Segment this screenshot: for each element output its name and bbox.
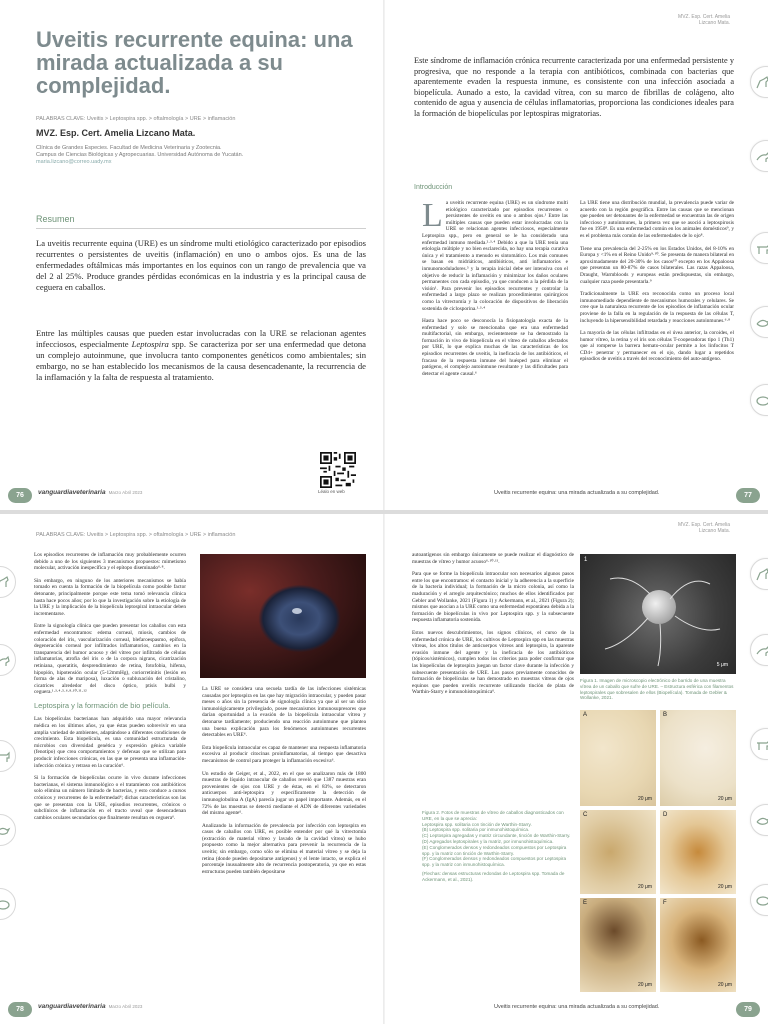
affiliation-line: Campus de Ciencias Biológicas y Agropecuarias. Universidad Autónoma de Yucatán. (36, 152, 244, 158)
section-tab-bird[interactable] (0, 814, 16, 846)
eye-reflection (292, 608, 302, 614)
paragraph: Las biopelículas bacterianas han adquirido una mayor relevancia médica en los últimos años, ya que éstas pueden sobrevivir en una amplia variedad de ambientes, adaptándose a diferentes condiciones de crecimiento. Esta biopelícula, es una comunidad estructurada de microbios con diversidad genética y expresión génica variable (fenotipo) que crea comportamientos y defensas que se utilizan para producir infecciones crónicas, en las que se presenta una inflamación-infección crónica y retraso en la curación⁶. (34, 716, 186, 769)
affiliation-line: Clínica de Grandes Especies. Facultad de Medicina Veterinaria y Zootecnia. (36, 145, 222, 151)
section-tab-horse[interactable] (0, 566, 16, 598)
paragraph: La URE se considera una secuela tardía de las infecciones sistémicas causadas por leptospira en las que hay migración intraocular, y pueden pasar meses o años sin la presencia de signología clínica ya que al ser un sitio inmunológicamente privilegiado, posee mecanismos inmunosupresores que darían oportunidad a la evasión de la biopelícula intraocular vítrea y detonarse tardíamente; produciendo una reacción autoinmune que plantea una buena explicación para los fenómenos autoinmunes recurrentes detectables en URE⁶. (202, 686, 366, 739)
text: spp. Se caracteriza por ser una enfermedad que detona un complejo autoinmune, que involucra tanto componentes genéticos como ambientales; sin embargo, no se han establecido los mecanismos de la causa desencadenante, la recurrencia de la inflamación y la falta de respuesta al tratamiento. (36, 339, 366, 382)
bird-icon (0, 824, 11, 838)
footer-left (38, 1003, 142, 1010)
footer-right: Uveitis recurrente equina: una mirada actualizada a su complejidad. (494, 490, 660, 496)
section-tab-cow[interactable] (0, 740, 16, 772)
caption-line: Leptospira spp. solitaria con tinción de Warthin-Starry. (422, 821, 532, 827)
section-tab-cow[interactable] (750, 728, 768, 760)
qr-label: Léalo en web (318, 489, 345, 494)
corner-line: Lizcano Mata. (698, 528, 730, 534)
caption-line: (B) Leptospira spp. solitaria por inmunohistoquímica. (422, 827, 530, 833)
resumen-paragraph: La uveitis recurrente equina (URE) es un síndrome multi etiológico caracterizado por episodios recurrentes o persistentes de uveitis (inflamación) en uno o ambos ojos. Es una de las enfermedades oftálmicas más importantes en los equinos con un rango de prevalencia que va del 2 al 25%. Produce grandes pérdidas económicas en la industria y es la principal causa de ceguera en caballos. (36, 238, 366, 292)
section-tab-horse[interactable] (750, 66, 768, 98)
figure-1-sem-image (580, 554, 736, 674)
section-tab-bird[interactable] (750, 306, 768, 338)
figure-2-panel-d (660, 810, 736, 894)
author-name: MVZ. Esp. Cert. Amelia Lizcano Mata. (36, 128, 196, 138)
page-number-badge: 76 (8, 488, 32, 503)
page-number-badge: 77 (736, 488, 760, 503)
section-tab-pig[interactable] (750, 384, 768, 416)
leptospira-filaments (580, 554, 736, 674)
resumen-paragraph (36, 328, 366, 383)
section-tab-bird[interactable] (750, 804, 768, 836)
caption-line: Figura 2. Fotos de muestras de vítreo de caballos diagnosticados con URE, en la que se aprecia: (422, 810, 564, 821)
section-tab-dog[interactable] (750, 140, 768, 172)
figure-1-caption: Figura 1. Imagen de microscopio electrónico de barrido de una muestra vítrea de un caballo que sufre de URE. – Estructura esférica con filamentos leptospirales que sobresalen de ellos (Biopelícula). Tomada de Gebler & Wollanke, 2021. (580, 678, 734, 701)
scale-bar-label: 20 μm (638, 796, 652, 802)
paragraph: Esta biopelícula intraocular es capaz de mantener una respuesta inflamatoria excesiva al producir citocinas proinflamatorias, al tiempo que desactiva mecanismos de control para proteger la inflamación excesiva⁶. (202, 744, 366, 764)
horse-icon (755, 76, 768, 90)
dog-icon (755, 644, 768, 658)
pig-icon (755, 394, 768, 408)
scale-bar-label: 20 μm (718, 982, 732, 988)
paragraph: La URE tiene una distribución mundial, la prevalencia puede variar de acuerdo con la región geográfica. Entre las causas que se mencionan que pueden ser detonantes de la enfermedad se encuentran las de origen infeccioso y autoinmunes, la primera vez que se asoció a leptospirosis fue en 1950⁸. Es una enfermedad común en los animales domésticos⁹, y es el problema más común de las enfermedades de lo ojo⁸. (580, 200, 734, 239)
page-number-badge: 78 (8, 1002, 32, 1017)
pig-icon (755, 894, 768, 908)
section-tab-pig[interactable] (0, 888, 16, 920)
panel-label: A (583, 712, 588, 718)
figure-2-panel-c (580, 810, 656, 894)
paragraph: Tradicionalmente la URE era reconocida como un proceso local inmunomediado dependiente de mecanismos humorales y celulares. Se cree que la naturaleza recurrente de los episodios de inflamación ocular proviene de la falla en la regulación de la respuesta de las células T, incluyendo la hipersensibilidad retardada y reacciones autoinmunes.⁶·⁸ (580, 291, 734, 324)
figure-2-caption (422, 810, 572, 883)
scale-bar-label: 20 μm (718, 796, 732, 802)
paragraph: Un estudio de Geiger, et al., 2022, en el que se analizaron más de 1800 muestras de líquido intraocular de caballos reveló que 1387 muestras eran provenientes de ojos con URE y de éstas, en el 83%, se detectaron anticuerpos anti-leptospira y específicamente la detección de inmunoglobulina A (IgA) parecía jugar un papel importante. Además, en el 72% de las muestras se detectó mediante el ADN de diferentes variedades del mismo agente⁶. (202, 770, 366, 817)
footer-right: Uveitis recurrente equina: una mirada actualizada a su complejidad. (494, 1004, 660, 1010)
keywords: PALABRAS CLAVE: Uveitis > Leptospira spp. > oftalmología > URE > inflamación (36, 116, 236, 122)
intro-lead: Este síndrome de inflamación crónica recurrente caracterizada por una enfermedad persistente y progresiva, que no responde a la terapia con antibióticos, combinada con bacterias que aparentemente evaden la respuesta inmune, es consistente con una infección asociada a biopelícula. Aunado a esto, la cavidad vítrea, con su marco de fibrillas de colágeno, alto contenido de agua y ausencia de células inflamatorias, proporciona las condiciones ideales para la formación de biopelículas por leptospiras migratorias. (414, 56, 734, 118)
spread-pages-76-77 (0, 0, 768, 510)
divider (36, 228, 366, 229)
section-tab-dog[interactable] (750, 634, 768, 666)
dog-icon (0, 654, 11, 668)
paragraph: Entre la signología clínica que pueden presentar los caballos con esta enfermedad encontramos: edema corneal, miosis, cambios de coloración del iris, vascularización corneal, blefaroespasmo, epífora, degeneración corneal por infiltrados inflamatorios, cambios en la transparencia del humor acuoso y del vítreo por infiltrado de células inflamatorias, atrofia del iris o de la corpora nigrans, cicatrización retiniana, queratitis, desprendimiento de retina, fotofobia, hifema, hipopión, hipotensión ocular (5-12mmHg), coriorretinitis (lesión en forma de alas de mariposa), luxación o subluxación del cristalino, cicatrices alrededor del disco óptico, ptisis bulbi y ceguera.¹·³·⁴·⁵·⁶·⁸·¹⁰·¹¹·¹² (34, 623, 186, 696)
footer-left (38, 489, 142, 496)
keywords: PALABRAS CLAVE: Uveitis > Leptospira spp. > oftalmología > URE > inflamación (36, 532, 236, 538)
paragraph: Sin embargo, en ninguno de los anteriores mecanismos se había tomado en cuenta la formación de la biopelícula como posible factor detonante, principalmente porque este tema tomó relevancia clínica hasta hace pocos años; por lo que la investigación sobre la etiología de la URE y la implicación de la biopelícula leptospiral intraocular deben incrementarse. (34, 577, 186, 617)
section-tab-dog[interactable] (0, 644, 16, 676)
caption-line: (E) Conglomerados densos y redondeados compuestos por Leptospira spp. y la matriz con tinción de Warthin-Starry. (422, 844, 567, 856)
paragraph: Estos nuevos descubrimientos, los signos clínicos, el curso de la enfermedad crónica de URE, los cultivos de Leptospira spp en las muestras vítreas, los altos títulos de anticuerpos vítreos anti leptospira, la aparente evasión inmune del agente y la ineficacia de los antibióticos (tópicos/sistémicos), cumplen todos los criterios para poder confirmar que las biopelículas de leptospira juegan un factor clave durante la infección y subsecuente presentación de URE. Los pasos previamente conocidos de formación de biopelículas se han demostrado en muestras vítreas de ojos equinos que pueden uveítis recurrente utilizando tinción de plata de Warthin-Starry e inmunohistoquímica⁶. (412, 629, 574, 696)
horse-icon (755, 568, 768, 582)
resumen-heading: Resumen (36, 214, 75, 224)
text-column (580, 200, 734, 369)
paragraph: Hasta hace poco se desconocía la fisiopatología exacta de la enfermedad y solo se mencionaba que era una enfermedad multifactorial, sin embargo, recientemente se ha demostrado la formación in vivo de biopelícula en el vítreo de caballos afectados por URE, lo que explica muchas de las características de los episodios recurrentes de uveitis, la ineficacia de los antibióticos, el fracaso de la respuesta inmune del huésped para eliminar el patógeno, el complejo autoinmune resultante y las dificultades para detectar el agente causal.⁶ (422, 318, 568, 377)
pig-icon (0, 898, 11, 912)
paragraph: autoantígenos sin embargo únicamente se puede realizar el diagnóstico de muestras de vítreo y humor acuoso⁶·¹⁰·¹¹. (412, 552, 574, 565)
corner-line: MVZ. Esp. Cert. Amelia (678, 14, 730, 20)
issue-date: Marzo Abril 2023 (108, 1004, 143, 1009)
paragraph (422, 197, 568, 312)
scale-bar-label: 20 μm (638, 884, 652, 890)
caption-line: (D) Agregados leptospirales y la matriz, por inmunohistoquímica. (422, 838, 554, 844)
panel-label: F (663, 900, 667, 906)
italic-text: Leptospira (131, 339, 169, 349)
text-column (202, 686, 366, 881)
figure-2-panel-f (660, 898, 736, 992)
cow-icon (755, 738, 768, 752)
page-fold (383, 0, 385, 510)
figure-2-panel-b (660, 710, 736, 806)
affiliation (36, 145, 366, 166)
scale-bar-label: 20 μm (718, 884, 732, 890)
caption-line: (F) Conglomerados densos y redondeados compuestos por Leptospira spp. y la matriz con inmunohistoquímica. (422, 856, 567, 868)
lepto-heading: Leptospira y la formación de bio película. (34, 700, 171, 710)
author-corner (678, 14, 730, 26)
text-column (34, 552, 186, 827)
text-column (422, 197, 568, 383)
scale-bar-label: 20 μm (638, 982, 652, 988)
section-tab-cow[interactable] (750, 232, 768, 264)
paragraph: Los episodios recurrentes de inflamación muy probablemente ocurren debido a uno de los siguientes 3 mecanismos propuestos: mimetismo molecular, activación inespecífica y el epítopo diseminado⁶·⁸. (34, 552, 186, 572)
drop-cap: L (422, 197, 443, 234)
panel-label: D (663, 812, 668, 818)
panel-label: E (583, 900, 588, 906)
caption-line: (C) Leptospira agregadas y matriz circundante, tinción de Warthin-Starry. (422, 833, 571, 839)
figure-2-panel-a (580, 710, 656, 806)
paragraph: La mayoría de las células infiltradas en el úvea anterior, la coroides, el humor vítreo, la retina y el iris son células T-cooperadoras tipo 1 (Th1) que al romperse la barrera hemato-ocular permite a los linfocitos T CD4+ penetrar y permanecer en el ojo, dando lugar a repetidos episodios de uveitis a través del reconocimiento del auto-antígeno. (580, 330, 734, 363)
qr-code[interactable] (320, 452, 356, 488)
corner-line: Lizcano Mata. (698, 20, 730, 26)
page-number-badge: 79 (736, 1002, 760, 1017)
intro-heading: Introducción (414, 184, 453, 191)
paragraph: Analizando la información de prevalencia por infección con leptospira en casos de caballos con URE, es posible entender por qué la vitrectomía (extracción de material vítreo y lavado de la cavidad vítrea) se hubo propuesto como la mejor alternativa para prevenir la recurrencia de la uveitis; sin embargo, como sólo se elimina el material vítreo y se deja la retina (donde pueden depositarse antígenos) y el lente intacto, se explica el porcentaje inusualmente alto de recurrencia postoperatoria, ya que en estas estructuras pueden también depositarse (202, 822, 366, 875)
paragraph: Para que se forme la biopelícula intraocular son necesarios algunos pasos entre los que encontramos: el contacto inicial y la adherencia a la superficie de la bacteria individual; la formación de la micro colonia, así como la maduración y el arreglo arquitectónico; muchos de ellos identificados por Gebler and Wollanke, 2021 (Figura 1) y Ackermann, et al., 2021 (Figura 2); mismos que asocian a la URE como una enfermedad espontánea debida a la formación de biopelículas in vivo por Leptospira spp. y la subsecuente respuesta inflamatoria sostenida. (412, 571, 574, 624)
section-tab-pig[interactable] (750, 884, 768, 916)
brand-name: vanguardiaveterinaria (38, 1003, 106, 1010)
paragraph: Si la formación de biopelículas ocurre in vivo durante infecciones bacterianas, el sistema inmunológico o el tratamiento con antibióticos solo elimina un número limitado de bacterias, y esto conduce a cursos crónicos y recurrentes de la enfermedad⁶; dichas características son las que se presentan con la URE, episodios recurrentes, crónicos o subclínicos de inflamación en el tracto uveal que desencadenan cambios oculares secundarios que finalmente resultan en ceguera⁶. (34, 775, 186, 821)
eye-photo (200, 554, 366, 678)
page-fold (383, 514, 385, 1024)
panel-label: 1 (584, 557, 588, 563)
panel-label: B (663, 712, 668, 718)
author-email[interactable]: maria.lizcano@correo.uady.mx (36, 159, 112, 165)
cow-icon (755, 242, 768, 256)
panel-label: C (583, 812, 588, 818)
spread-pages-78-79 (0, 514, 768, 1024)
brand-name: vanguardiaveterinaria (38, 489, 106, 496)
corner-line: MVZ. Esp. Cert. Amelia (678, 522, 730, 528)
paragraph-text: a uveitis recurrente equina (URE) es un síndrome multi etiológico caracterizado por episodios recurrentes o persistentes de uveitis en uno o ambos ojos.¹ Entre las múltiples causas que pueden estar involucradas con la URE se relacionan agentes infecciosos, especialmente Leptospira spp., pero en general se le ha considerado una enfermedad inmuno mediada.²·³·⁴ Debido a que la URE tenía una etiología múltiple y no bien esclarecida, no hay una terapia curativa única y el tratamiento a menudo es sintomático. Los más comunes se basan en midriáticos, antibióticos, anti inflamatorios e inmunomoduladores.⁵ y la terapia inicial debe ser intensiva con el objetivo de reducir la inflamación y minimizar los daños oculares permanentes con cada episodio, ya que conducen a la pérdida de la visión¹. Para prevenir los episodios recurrentes y controlar la enfermedad a largo plazo se realizan procedimientos quirúrgicos como la vitrectomía y la colocación de dispositivos de liberación sostenida de ciclosporina.¹·³·⁴ (422, 200, 568, 312)
horse-icon (0, 576, 11, 590)
bird-icon (755, 316, 768, 330)
section-tab-horse[interactable] (750, 558, 768, 590)
text-column (412, 552, 574, 702)
issue-date: Marzo Abril 2023 (108, 490, 143, 495)
figure-2-panel-e (580, 898, 656, 992)
scale-bar-label: 5 μm (716, 662, 728, 668)
bird-icon (755, 814, 768, 828)
article-title: Uveitis recurrente equina: una mirada actualizada a su complejidad. (36, 27, 353, 98)
cow-icon (0, 750, 11, 764)
author-corner (678, 522, 730, 534)
text: Entre las múltiples causas que pueden estar involucradas con la URE se relacionan agentes infecciosos, especialmente (36, 328, 366, 349)
caption-line: (Flechas: densas estructuras redondas de Leptospira spp. Tomada de Ackermann, et al., 2021). (422, 870, 565, 882)
dog-icon (755, 150, 768, 164)
paragraph: Tiene una prevalencia del 2-25% en los Estados Unidos, del 8-10% en Europa y <1% en el Reino Unido⁹·¹⁰. Se presenta de manera bilateral en aproximadamente del 20-30% de los casos¹⁰ excepto en los Appaloosa que presentan un 80-87% de casos bilaterales. Las razas Appaloosa, Draught, Warmbloods y europeas están predispuestas, sin embargo, cualquier raza puede presentarla.⁹ (580, 245, 734, 285)
